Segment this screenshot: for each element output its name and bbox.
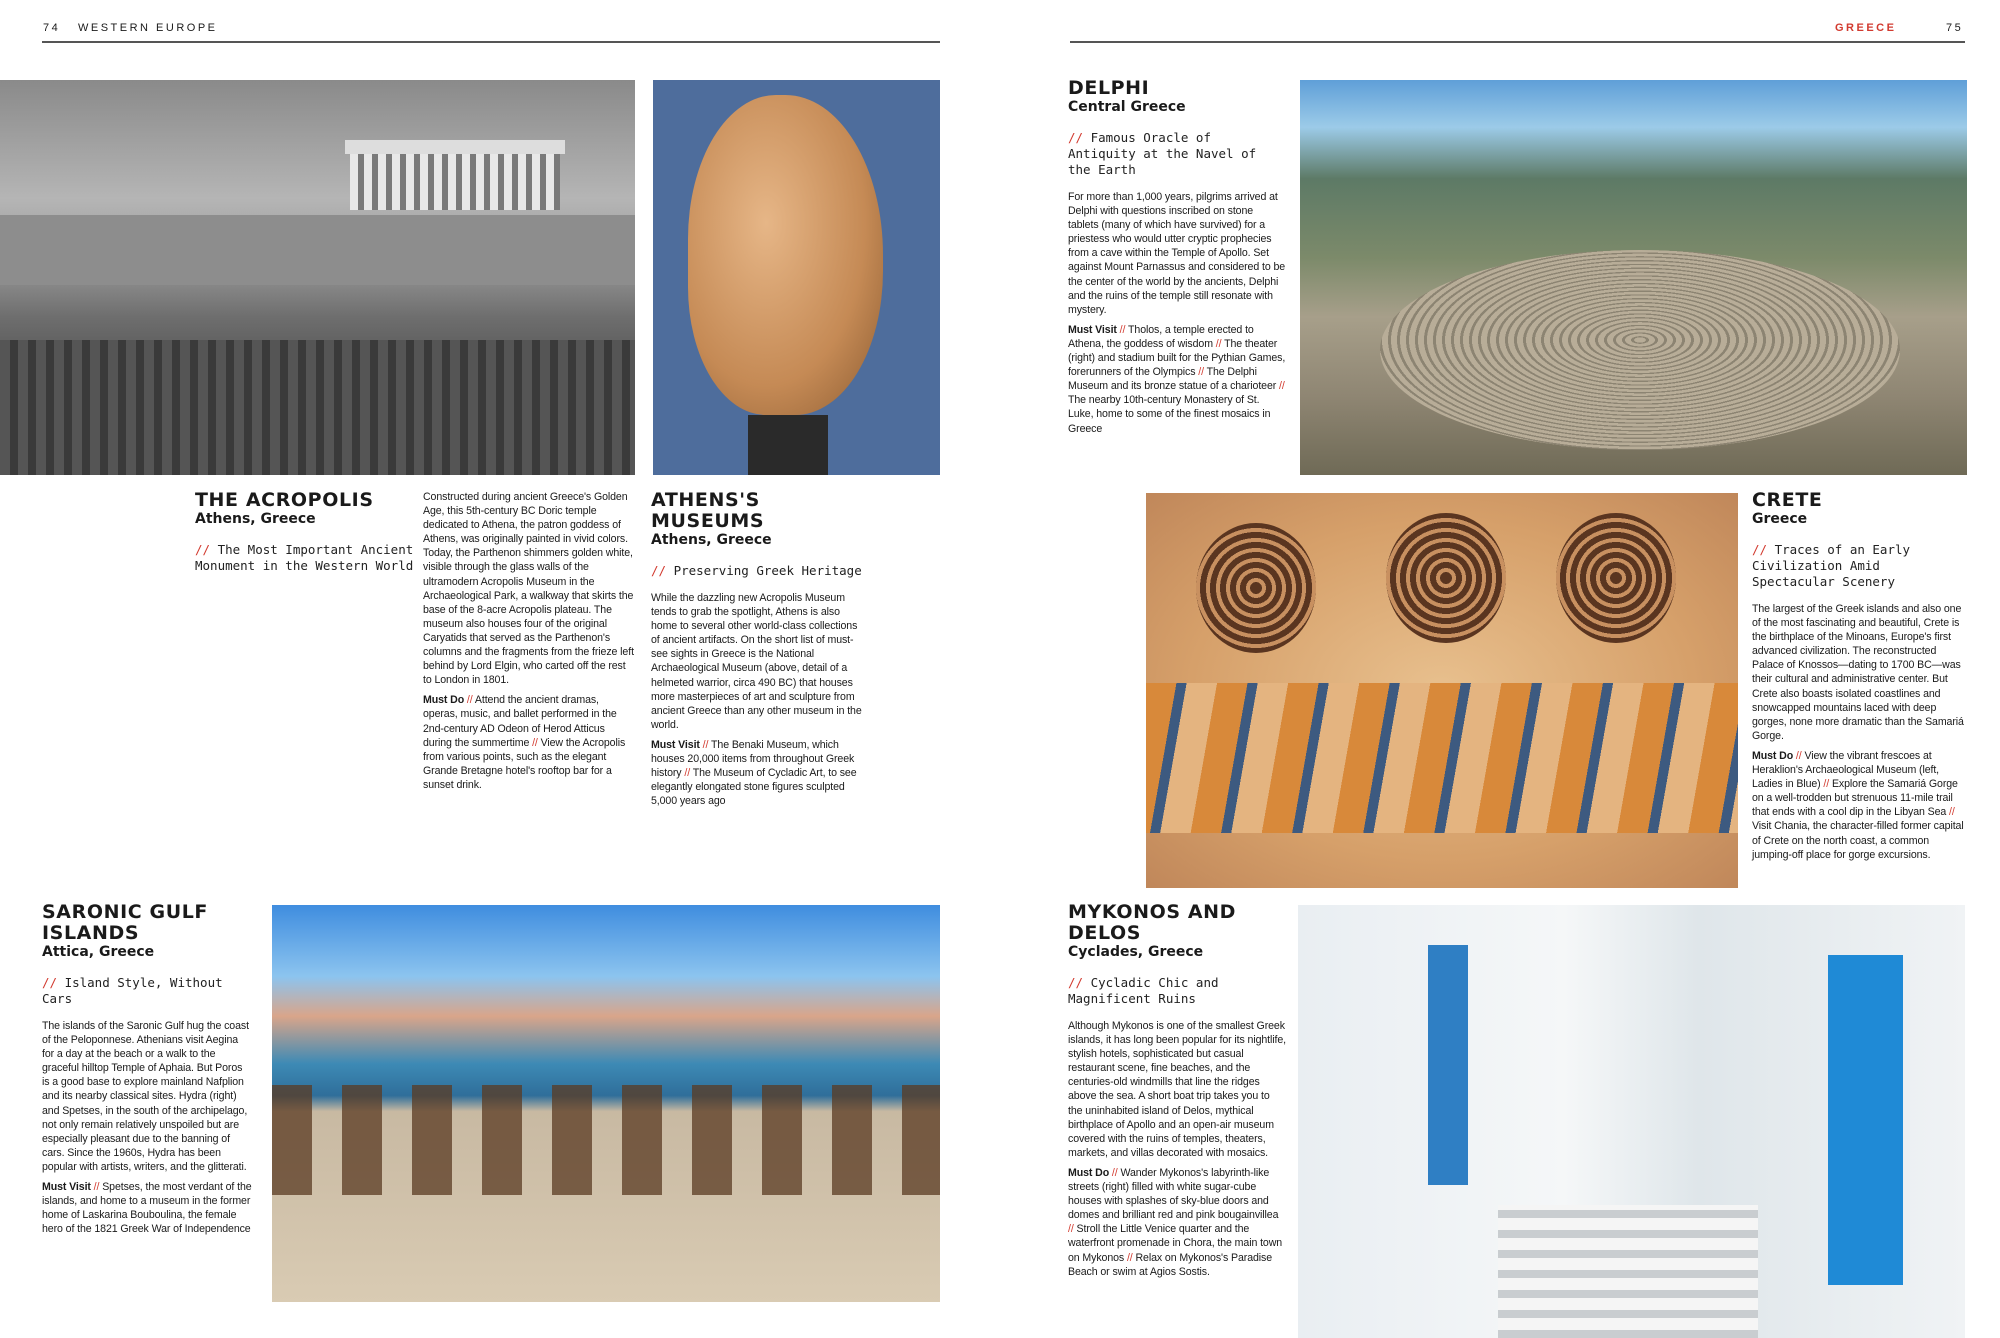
section-tagline: // The Most Important Ancient Monument in the Western World <box>195 542 414 573</box>
text-run: The islands of the Saronic Gulf hug the coast of the Peloponnese. Athenians visit Aegina for a day at the beach or a walk to the graceful hilltop Temple of Aphaia. But Poros is a good base to explore mainland Nafplion and its nearby classical sites. Hydra (right) and Spetses, in the south of the archipelago, not only remain relatively unspoiled but are especially pleasant due to the banning of cars. Since the 1960s, Hydra has been popular with artists, writers, and the glitterati. <box>42 1020 249 1173</box>
museum-head-sculpture-photo <box>653 80 940 475</box>
text-run: Spetses, the most verdant of the islands, and home to a museum in the former home of Laskarina Bouboulina, the female hero of the 1821 Greek War of Independence <box>42 1181 252 1236</box>
hydra-donkeys-photo <box>272 905 940 1302</box>
page-number-right: 75 <box>1946 22 1964 34</box>
text-run: The Benaki Museum, which houses 20,000 items from throughout Greek history <box>651 738 855 780</box>
text-run: For more than 1,000 years, pilgrims arrived at Delphi with questions inscribed on stone tablets (many of which have survived) for a priestess who would utter cryptic prophecies from a cave within the Temple of Apollo. Set against Mount Parnassus and considered to be the center of the world by the ancients, Delphi and the ruins of the temple still resonate with mystery. <box>1068 191 1286 316</box>
header-rule-right <box>1070 41 1965 43</box>
separator: // <box>1116 323 1129 336</box>
chapter-running-head: GREECE <box>1835 22 1897 34</box>
section-tagline: // Island Style, Without Cars <box>42 975 223 1006</box>
body-paragraph <box>651 591 866 732</box>
separator: // <box>529 736 541 749</box>
tips-paragraph: Must Visit // The Benaki Museum, which houses 20,000 items from throughout Greek history // The Museum of Cycladic Art, to see elegantly elongated stone figures sculpted 5,000 years ago <box>651 738 857 808</box>
section-title: THE ACROPOLIS <box>195 489 374 511</box>
section-tagline: // Preserving Greek Heritage <box>651 563 862 578</box>
body-paragraph <box>1752 602 1967 743</box>
section-title: ATHENS'S MUSEUMS <box>651 489 765 532</box>
text-run: Wander Mykonos's labyrinth-like streets (right) filled with white sugar-cube houses with splashes of sky-blue doors and domes and brilliant red and pink bougainvillea <box>1068 1166 1279 1222</box>
section-location: Athens, Greece <box>651 532 772 548</box>
section-running-head: WESTERN EUROPE <box>78 22 218 34</box>
text-run: The theater (right) and stadium built for the Pythian Games, forerunners of the Olympics <box>1068 337 1286 379</box>
text-run: The nearby 10th-century Monastery of St. Luke, home to some of the finest mosaics in Greece <box>1068 394 1271 435</box>
acropolis-body <box>423 478 635 798</box>
separator: // <box>1109 1166 1121 1179</box>
section-title: CRETE <box>1752 489 1823 511</box>
text-run: Attend the ancient dramas, operas, music, and ballet performed in the 2nd-century AD Odeon of Herod Atticus during the summertime <box>423 694 617 749</box>
separator: // <box>1946 806 1955 819</box>
section-location: Central Greece <box>1068 99 1186 115</box>
text-run: View the vibrant frescoes at Heraklion's Archaeological Museum (left, Ladies in Blue) <box>1752 749 1940 791</box>
acropolis-photo <box>0 80 635 475</box>
text-run: View the Acropolis from various points, such as the elegant Grande Bretagne hotel's rooftop bar for a sunset drink. <box>423 736 626 791</box>
section-location: Cyclades, Greece <box>1068 944 1204 960</box>
separator: // <box>1124 1251 1136 1264</box>
separator: // <box>1276 380 1285 393</box>
body-paragraph <box>1068 190 1286 317</box>
section-tagline: // Cycladic Chic and Magnificent Ruins <box>1068 975 1219 1006</box>
body-paragraph <box>423 490 635 687</box>
section-title: SARONIC GULF ISLANDS <box>42 901 209 944</box>
text-run: While the dazzling new Acropolis Museum tends to grab the spotlight, Athens is also home to several other world-class collections of ancient artifacts. On the short list of must-see sights in Greece is the National Archaeological Museum (above, detail of a helmeted warrior, circa 490 BC) that houses more masterpieces of art and sculpture from ancient Greece than any other museum in the world. <box>651 592 862 731</box>
saronic-block <box>42 902 252 1242</box>
mykonos-street-photo <box>1298 905 1965 1338</box>
separator: // <box>681 767 693 780</box>
page-number-left: 74 <box>43 22 61 34</box>
section-title: MYKONOS AND DELOS <box>1068 901 1237 944</box>
acropolis-heading-block <box>195 490 415 574</box>
separator: // <box>1793 749 1805 762</box>
text-run: Explore the Samariá Gorge on a well-trodden but strenuous 11-mile trail that ends with a cool dip in the Libyan Sea <box>1752 778 1958 819</box>
separator: // <box>1195 366 1207 379</box>
tips-paragraph: Must Visit // Tholos, a temple erected to Athena, the goddess of wisdom // The theater (right) and stadium built for the Pythian Games, forerunners of the Olympics // The Delphi Museum and its bronze statue of a charioteer // The nearby 10th-century Monastery of St. Luke, home to some of the finest mosaics in Greece <box>1068 323 1286 435</box>
delphi-block <box>1068 78 1286 442</box>
separator: // <box>699 738 712 751</box>
museums-block <box>651 490 866 814</box>
separator: // <box>1212 337 1225 350</box>
mykonos-block <box>1068 902 1286 1285</box>
section-location: Athens, Greece <box>195 511 316 527</box>
separator: // <box>90 1181 103 1194</box>
text-run: The Delphi Museum and its bronze statue of a charioteer <box>1068 366 1277 393</box>
text-run: Visit Chania, the character-filled former capital of Crete on the north coast, a common jumping-off place for gorge excursions. <box>1752 820 1964 861</box>
separator: // <box>1820 778 1832 791</box>
section-tagline: // Famous Oracle of Antiquity at the Navel of the Earth <box>1068 130 1257 177</box>
header-rule-left <box>42 41 940 43</box>
text-run: Constructed during ancient Greece's Golden Age, this 5th-century BC Doric temple dedicated to Athena, the patron goddess of Athens, was originally painted in vivid colors. Today, the Parthenon shimmers golden white, visible through the glass walls of the ultramodern Acropolis Museum in the Archaeological Park, a walkway that skirts the base of the 8-acre Acropolis plateau. The museum also houses four of the original Caryatids that served as the Parthenon's columns and the fragments from the frieze left behind by Lord Elgin, who carted off the rest to London in 1801. <box>423 491 634 687</box>
separator: // <box>1068 1223 1077 1236</box>
text-run: Although Mykonos is one of the smallest Greek islands, it has long been popular for its nightlife, stylish hotels, sophisticated but casual restaurant scene, fine beaches, and the centuries-old windmills that line the ridges above the sea. A short boat trip takes you to the uninhabited island of Delos, mythical birthplace of Apollo and an open-air museum covered with the ruins of temples, theaters, markets, and villas decorated with mosaics. <box>1068 1020 1286 1159</box>
section-location: Greece <box>1752 511 1808 527</box>
text-run: Stroll the Little Venice quarter and the waterfront promenade in Chora, the main town on Mykonos <box>1068 1223 1283 1264</box>
section-tagline: // Traces of an Early Civilization Amid Spectacular Scenery <box>1752 542 1911 589</box>
separator: // <box>464 694 475 707</box>
text-run: Relax on Mykonos's Paradise Beach or swim at Agios Sostis. <box>1068 1251 1273 1278</box>
tips-paragraph: Must Do // View the vibrant frescoes at Heraklion's Archaeological Museum (left, Ladies in Blue) // Explore the Samariá Gorge on a well-trodden but strenuous 11-mile trail that ends with a cool dip in the Libyan Sea // Visit Chania, the character-filled former capital of Crete on the north coast, a common jumping-off place for gorge excursions. <box>1752 749 1964 861</box>
section-location: Attica, Greece <box>42 944 155 960</box>
tips-paragraph: Must Visit // Spetses, the most verdant of the islands, and home to a museum in the former home of Laskarina Bouboulina, the female hero of the 1821 Greek War of Independence <box>42 1181 252 1236</box>
text-run: Tholos, a temple erected to Athena, the goddess of wisdom <box>1068 323 1254 350</box>
text-run: The largest of the Greek islands and also one of the most fascinating and beautiful, Crete is the birthplace of the Minoans, Europe's first advanced civilization. The reconstructed Palace of Knossos—dating to 1700 BC—was their cultural and administrative center. But Crete also boasts isolated coastlines and snowcapped mountains laced with deep gorges, none more dramatic than the Samariá Gorge. <box>1752 603 1964 742</box>
section-title: DELPHI <box>1068 77 1150 99</box>
delphi-theater-photo <box>1300 80 1967 475</box>
body-paragraph <box>42 1019 252 1174</box>
body-paragraph <box>1068 1019 1286 1160</box>
tips-paragraph: Must Do // Attend the ancient dramas, operas, music, and ballet performed in the 2nd-century AD Odeon of Herod Atticus during the summertime // View the Acropolis from various points, such as the elegant Grande Bretagne hotel's rooftop bar for a sunset drink. <box>423 694 626 791</box>
crete-block <box>1752 490 1967 868</box>
crete-fresco-ladies-in-blue-photo <box>1146 493 1738 888</box>
tips-paragraph: Must Do // Wander Mykonos's labyrinth-like streets (right) filled with white sugar-cube houses with splashes of sky-blue doors and domes and brilliant red and pink bougainvillea // Stroll the Little Venice quarter and the waterfront promenade in Chora, the main town on Mykonos // Relax on Mykonos's Paradise Beach or swim at Agios Sostis. <box>1068 1166 1283 1278</box>
text-run: The Museum of Cycladic Art, to see elegantly elongated stone figures sculpted 5,000 years ago <box>651 767 857 808</box>
